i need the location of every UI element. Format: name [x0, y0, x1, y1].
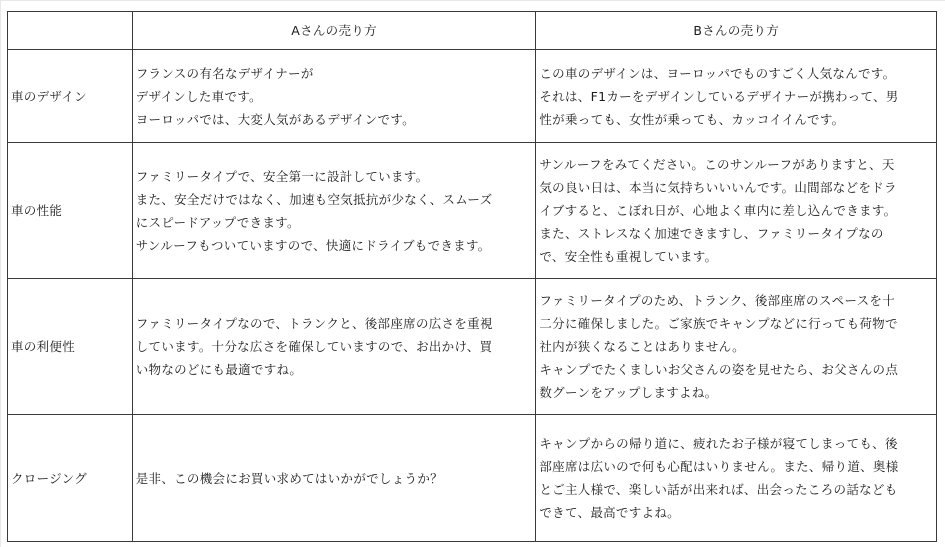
sheet-gridline: [0, 0, 945, 1]
a-method-cell[interactable]: [132, 415, 536, 542]
cell-line: また、ストレスなく加速できますし、ファミリータイプなの: [539, 226, 884, 241]
cell-line: サンルーフをみてください。このサンルーフがありますと、天: [539, 157, 895, 172]
b-method-cell[interactable]: [536, 415, 937, 542]
cell-line: キャンプでたくましいお父さんの姿を見せたら、お父さんの点: [539, 362, 899, 377]
cell-line: フランスの有名なデザイナーが: [135, 65, 314, 81]
cell-line: 二分に確保しました。ご家族でキャンプなどに行っても荷物で: [539, 316, 898, 331]
cell-line: デザインした車です。: [135, 88, 262, 104]
cell-line: 性が乗っても、女性が乗っても、カッコイイんです。: [539, 111, 845, 127]
sheet-gridline: [0, 0, 1, 547]
a-method-cell[interactable]: [132, 50, 536, 143]
cell-line: できて、最高ですよね。: [539, 505, 680, 520]
cell-line: この車のデザインは、ヨーロッパでものすごく人気なんです。: [539, 65, 896, 81]
cell-line: キャンプからの帰り道に、疲れたお子様が寝てしまっても、後: [539, 436, 898, 451]
cell-line: で、安全性も重視しています。: [539, 249, 718, 264]
row-label-cell[interactable]: 車の利便性: [8, 279, 133, 415]
cell-line: ヨーロッパでは、大変人気があるデザインです。: [135, 111, 415, 127]
cell-line: また、安全だけではなく、加速も空気抵抗が少なく、スムーズ: [135, 191, 493, 207]
cell-line: それは、F1カーをデザインしているデザイナーが携わって、男: [539, 88, 899, 104]
cell-line: い物なのどにも最適ですね。: [135, 362, 303, 377]
cell-line: しています。十分な広さを確保していますので、お出かけ、買: [135, 339, 493, 354]
table-row: [8, 279, 937, 415]
table-row: [8, 415, 937, 542]
cell-line: 社内が狭くなることはありません。: [539, 339, 745, 354]
cell-line: とご主人様で、楽しい話が出来れば、出会ったころの話なども: [539, 482, 898, 497]
table-row: [8, 50, 937, 143]
cell-line: ファミリータイプで、安全第一に設計しています。: [135, 168, 429, 184]
cell-line: ファミリータイプなので、トランクと、後部座席の広さを重視: [135, 316, 493, 331]
a-method-cell[interactable]: [132, 279, 536, 415]
b-method-cell[interactable]: [536, 143, 937, 279]
header-row: [8, 12, 937, 50]
table-row: [8, 143, 937, 279]
cell-line: 是非、この機会にお買い求めてはいかがでしょうか？: [135, 470, 443, 486]
cell-line: サンルーフもついていますので、快適にドライブもできます。: [135, 237, 491, 253]
row-label-cell[interactable]: クロージング: [8, 415, 133, 542]
header-a-cell[interactable]: Aさんの売り方: [132, 12, 536, 50]
header-corner-cell[interactable]: [8, 12, 133, 50]
cell-line: イブすると、こぼれ日が、心地よく車内に差し込んできます。: [539, 203, 897, 218]
b-method-cell[interactable]: [536, 279, 937, 415]
cell-line: 部座席は広いので何も心配はいりません。また、帰り道、奥様: [539, 459, 899, 474]
header-b-cell[interactable]: Bさんの売り方: [536, 12, 937, 50]
b-method-cell[interactable]: [536, 50, 937, 143]
a-method-cell[interactable]: [132, 143, 536, 279]
cell-line: にスピードアップできます。: [135, 214, 300, 230]
row-label-cell[interactable]: 車の性能: [8, 143, 133, 279]
cell-line: 数グーンをアップしますよね。: [539, 385, 718, 400]
row-label-cell[interactable]: 車のデザイン: [8, 50, 133, 143]
cell-line: 気の良い日は、本当に気持ちいいいんです。山間部などをドラ: [539, 180, 897, 195]
sales-comparison-table: [7, 11, 937, 542]
cell-line: ファミリータイプのため、トランク、後部座席のスペースを十: [539, 293, 896, 308]
